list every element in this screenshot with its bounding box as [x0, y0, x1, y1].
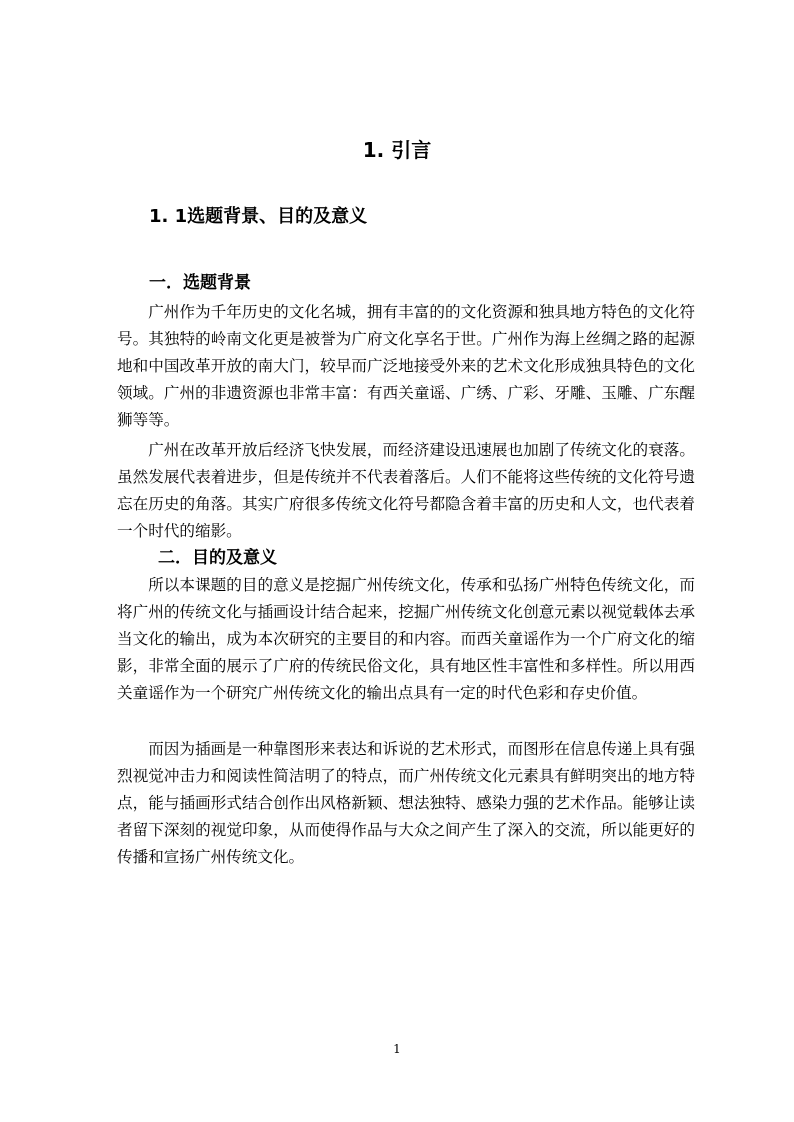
page-number: 1 — [393, 1042, 401, 1056]
paragraph: 而因为插画是一种靠图形来表达和诉说的艺术形式，而图形在信息传递上具有强烈视觉冲击力和阅读性简洁明了的特点，而广州传统文化元素具有鲜明突出的地方特点，能与插画形式结合创作出风格新颖、想法独特、感染力强的艺术作品。能够让读者留下深刻的视觉印象，从而使得作品与大众之间产生了深入的交流，所以能更好的传播和宣扬广州传统文化。 — [117, 740, 695, 866]
section-title: 1. 1选题背景、目的及意义 — [149, 206, 368, 227]
paragraph: 所以本课题的目的意义是挖掘广州传统文化，传承和弘扬广州特色传统文化，而将广州的传统文化与插画设计结合起来，挖掘广州传统文化创意元素以视觉载体去承当文化的输出，成为本次研究的主要目的和内容。而西关童谣作为一个广府文化的缩影，非常全面的展示了广府的传统民俗文化，具有地区性丰富性和多样性。所以用西关童谣作为一个研究广州传统文化的输出点具有一定的时代色彩和存史价值。 — [117, 576, 695, 702]
subsection-number: 二． — [158, 548, 192, 568]
subsection-number: 一． — [149, 273, 183, 293]
subsection-label: 目的及意义 — [192, 548, 277, 568]
chapter-title: 1. 引言 — [362, 138, 432, 162]
subsection-title-purpose — [158, 546, 277, 570]
paragraph: 广州作为千年历史的文化名城，拥有丰富的的文化资源和独具地方特色的文化符号。其独特的岭南文化更是被誉为广府文化享名于世。广州作为海上丝绸之路的起源地和中国改革开放的南大门，较早而广泛地接受外来的艺术文化形成独具特色的文化领域。广州的非遗资源也非常丰富：有西关童谣、广绣、广彩、牙雕、玉雕、广东醒狮等等。 — [117, 303, 695, 429]
subsection-label: 选题背景 — [183, 273, 251, 293]
subsection-title-background — [149, 271, 251, 295]
paragraph: 广州在改革开放后经济飞快发展，而经济建设迅速展也加剧了传统文化的衰落。虽然发展代表着进步，但是传统并不代表着落后。人们不能将这些传统的文化符号遗忘在历史的角落。其实广府很多传统文化符号都隐含着丰富的历史和人文，也代表着一个时代的缩影。 — [117, 441, 695, 540]
